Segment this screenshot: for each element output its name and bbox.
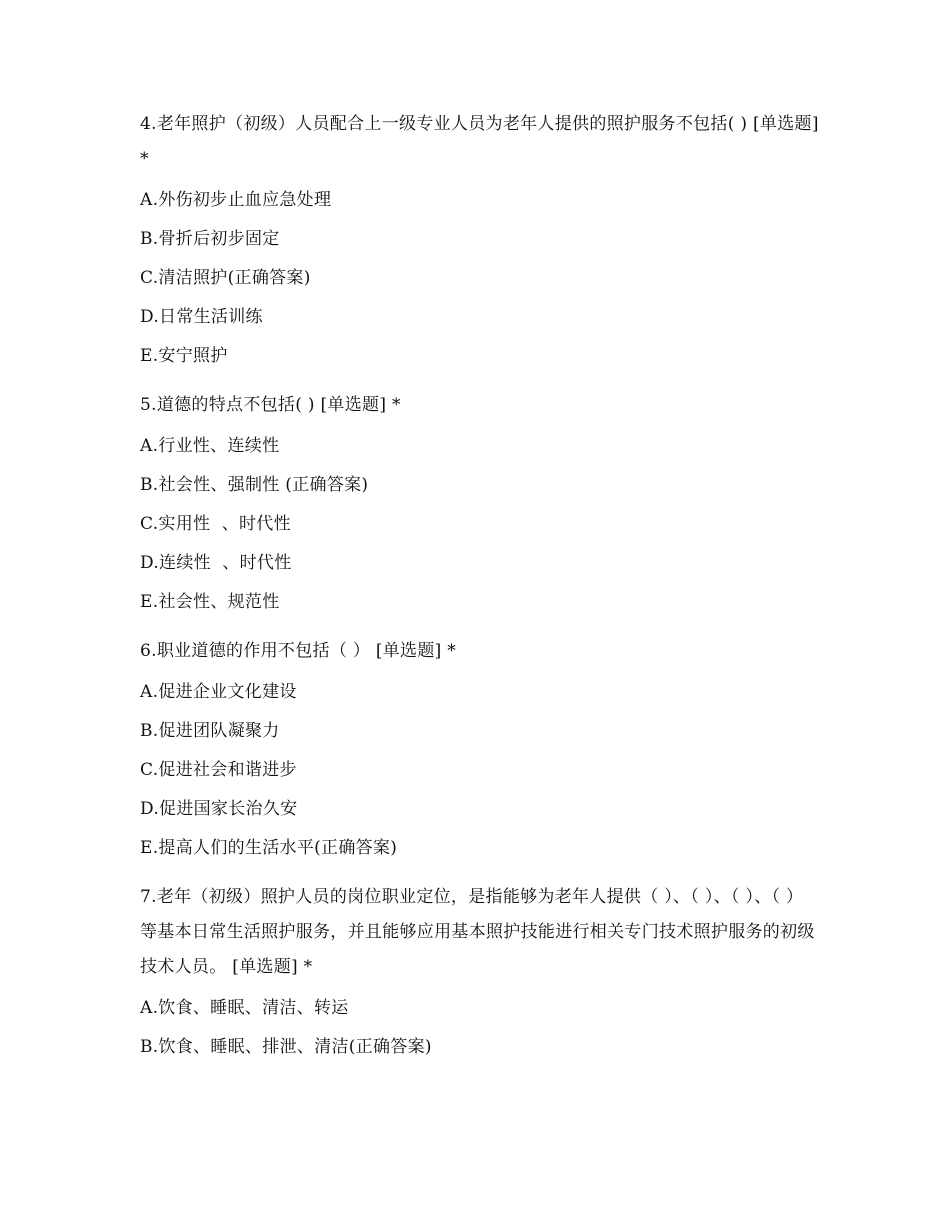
option-c: C.实用性 、时代性 bbox=[140, 514, 291, 534]
option-list bbox=[140, 431, 820, 626]
question-block-6 bbox=[140, 634, 820, 872]
option-e: E.社会性、规范性 bbox=[140, 592, 280, 612]
option-d: D.日常生活训练 bbox=[140, 307, 263, 327]
option-a: A.行业性、连续性 bbox=[140, 436, 280, 456]
option-list bbox=[140, 993, 820, 1071]
question-text: 5.道德的特点不包括( ) [单选题] * bbox=[140, 395, 401, 415]
question-text: 4.老年照护（初级）人员配合上一级专业人员为老年人提供的照护服务不包括( ) [单选题] * bbox=[140, 114, 819, 169]
question-block-5 bbox=[140, 388, 820, 626]
option-d: D.促进国家长治久安 bbox=[140, 799, 298, 819]
option-e: E.安宁照护 bbox=[140, 346, 228, 366]
option-b: B.促进团队凝聚力 bbox=[140, 721, 280, 741]
question-list bbox=[140, 107, 820, 1071]
option-a: A.外伤初步止血应急处理 bbox=[140, 190, 332, 210]
option-e: E.提高人们的生活水平(正确答案) bbox=[140, 838, 398, 858]
question-text: 7.老年（初级）照护人员的岗位职业定位，是指能够为老年人提供（ ）、（ ）、（ ）、（ ）等基本日常生活照护服务，并且能够应用基本照护技能进行相关专门技术照护服务的初级技术人员。 [单选题] * bbox=[140, 887, 815, 977]
option-c: C.促进社会和谐进步 bbox=[140, 760, 297, 780]
option-list bbox=[140, 185, 820, 380]
question-block-7 bbox=[140, 880, 820, 1071]
option-a: A.饮食、睡眠、清洁、转运 bbox=[140, 998, 349, 1018]
option-list bbox=[140, 677, 820, 872]
question-block-4 bbox=[140, 107, 820, 380]
option-b: B.骨折后初步固定 bbox=[140, 229, 280, 249]
option-d: D.连续性 、时代性 bbox=[140, 553, 292, 573]
question-text: 6.职业道德的作用不包括（ ） [单选题] * bbox=[140, 641, 457, 661]
option-a: A.促进企业文化建设 bbox=[140, 682, 297, 702]
option-c: C.清洁照护(正确答案) bbox=[140, 268, 311, 288]
option-b: B.社会性、强制性 (正确答案) bbox=[140, 475, 369, 495]
option-b: B.饮食、睡眠、排泄、清洁(正确答案) bbox=[140, 1037, 432, 1057]
